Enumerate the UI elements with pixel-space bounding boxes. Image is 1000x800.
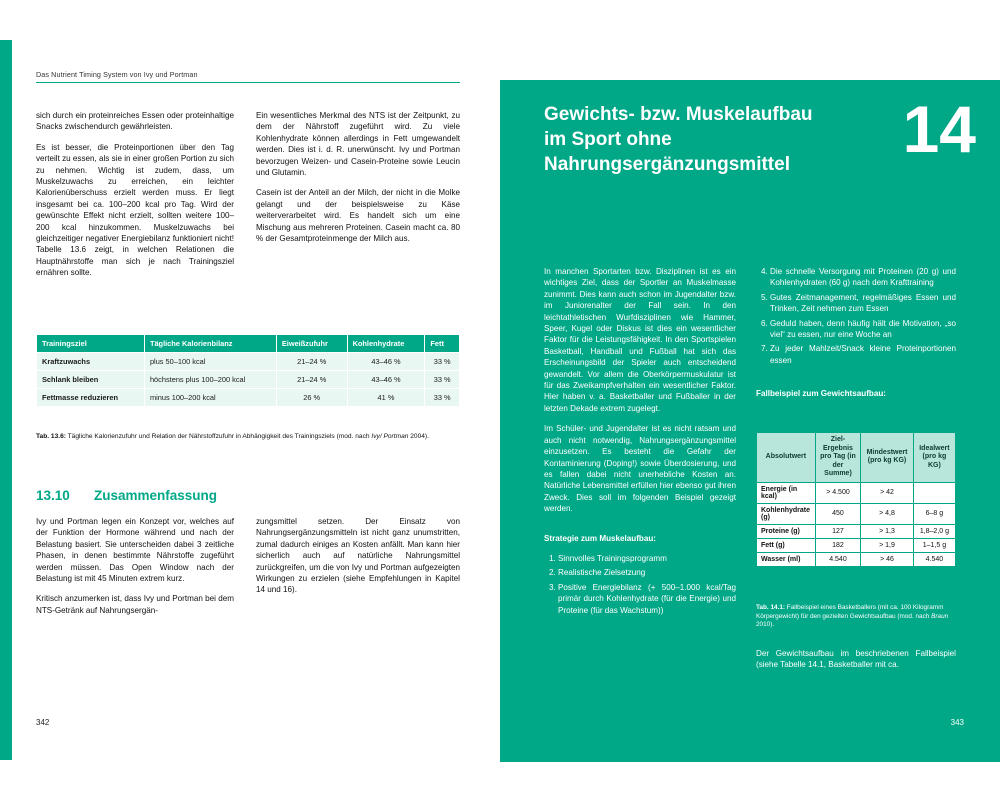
cell: 21–24 %: [276, 371, 347, 389]
cell: > 4.500: [815, 482, 860, 503]
cell: 182: [815, 538, 860, 552]
table-13-6: [36, 334, 460, 407]
table-row: [757, 538, 956, 552]
strategy-list-continued: [756, 266, 956, 366]
right-page: [500, 0, 1000, 800]
cell: > 4,8: [861, 503, 914, 524]
column-header: Absolutwert: [757, 433, 816, 483]
list-item: 4. Die schnelle Versorgung mit Proteinen (20 g) und Kohlenhydraten (60 g) nach dem Krafttraining: [770, 266, 956, 289]
caption-text: Fallbeispiel eines Basketballers (mit ca. 100 Kilogramm Körpergewicht) für den gezielten Gewichtsaufbau (mod. nach: [756, 604, 944, 620]
cell: > 1,9: [861, 538, 914, 552]
table-row: [757, 503, 956, 524]
left-page-accent-bar: [0, 40, 12, 760]
cell: 6–8 g: [913, 503, 955, 524]
column-header: Tägliche Kalorienbilanz: [144, 335, 276, 353]
table-row: [37, 371, 460, 389]
column-header: Kohlenhydrate: [347, 335, 425, 353]
cell: höchstens plus 100–200 kcal: [144, 371, 276, 389]
cell: 1–1,5 g: [913, 538, 955, 552]
caption-label: Tab. 13.6:: [36, 433, 66, 440]
paragraph: Casein ist der Anteil an der Milch, der nicht in die Molke gelangt und der beispielsweise zu Käse weiterverarbeitet wird. Es handelt sich um eine Mischung aus mehreren Proteinen. Casein macht ca. 80 % der Gesamtproteinmenge der Milch aus.: [256, 188, 460, 244]
table-14-1-caption: [756, 604, 956, 630]
right-column-b-closing: [756, 648, 956, 680]
page-number-right: 343: [950, 718, 964, 727]
left-column-c: [36, 516, 234, 625]
cell: Proteine (g): [757, 524, 816, 538]
paragraph: Der Gewichtsaufbau im beschriebenen Fallbeispiel (siehe Tabelle 14.1, Basketballer mit ca.: [756, 649, 956, 670]
paragraph: Ein wesentliches Merkmal des NTS ist der Zeitpunkt, zu dem der Nährstoff zugeführt wird. Zu viele Kohlenhydrate können allerdings in Fett umgewandelt werden. Dies ist i. d. R. unerwünscht. Ivy und Portman bevorzugen Weizen- und Casein-Proteine sowie Leucin und Glutamin.: [256, 111, 460, 178]
example-heading: Fallbeispiel zum Gewichtsaufbau:: [756, 389, 886, 399]
left-column-b: [256, 110, 460, 253]
cell: Schlank bleiben: [37, 371, 145, 389]
section-number: 13.10: [36, 488, 70, 503]
running-head-rule: [36, 82, 460, 83]
table-row: [37, 389, 460, 407]
cell: > 42: [861, 482, 914, 503]
cell: 33 %: [425, 389, 460, 407]
table-header-row: [757, 433, 956, 483]
cell: minus 100–200 kcal: [144, 389, 276, 407]
paragraph: Im Schüler- und Jugendalter ist es nicht ratsam und auch nicht notwendig, Nahrungsergänzungsmittel einzusetzen. Es besteht die Gefahr der Kontaminierung (Doping!) sowie Überdosierung, und es fallen dabei nicht unerhebliche Kosten an. Natürliche Lebensmittel erfüllen hier ebenso gut ihren Zweck. Dies soll im folgenden Beispiel gezeigt werden.: [544, 424, 736, 514]
paragraph: Kritisch anzumerken ist, dass Ivy und Portman bei dem NTS-Getränk auf Nahrungsergän-: [36, 594, 234, 615]
cell: Fett (g): [757, 538, 816, 552]
caption-label: Tab. 14.1:: [756, 604, 786, 611]
paragraph: Es ist besser, die Proteinportionen über den Tag verteilt zu essen, als sie in einer großen Portion zu sich zu nehmen. Wichtig ist zudem, dass, um Muskelzuwachs zu erreichen, ein leichter Kalorienüberschuss erzielt werden muss. Er liegt insgesamt bei ca. 100–200 kcal pro Tag. Wird der gewünschte Effekt nicht erzielt, sollten weitere 100–200 kcal hinzukommen. Muskelzuwachs bei gleichzeitiger negativer Energiebilanz funktioniert nicht! Tabelle 13.6 zeigt, in welchen Relationen die Hauptnährstoffe man sich je nach Trainingsziel ernähren sollte.: [36, 142, 234, 278]
cell: 26 %: [276, 389, 347, 407]
cell: 21–24 %: [276, 353, 347, 371]
cell: 4.540: [815, 552, 860, 566]
cell: 33 %: [425, 371, 460, 389]
running-head: Das Nutrient Timing System von Ivy und Portman: [36, 70, 198, 79]
table-row: [757, 524, 956, 538]
right-column-b: [756, 266, 956, 409]
cell: 450: [815, 503, 860, 524]
table-row: [757, 552, 956, 566]
cell: Energie (in kcal): [757, 482, 816, 503]
chapter-number: 14: [902, 92, 976, 166]
strategy-list: [544, 553, 736, 616]
section-title: Zusammenfassung: [94, 488, 218, 503]
list-item: 1. Sinnvolles Trainingsprogramm: [558, 553, 736, 564]
cell: plus 50–100 kcal: [144, 353, 276, 371]
cell: Kraftzuwachs: [37, 353, 145, 371]
list-item: 5. Gutes Zeitmanagement, regelmäßiges Essen und Trinken, Zeit nehmen zum Essen: [770, 292, 956, 315]
column-header: Ziel-Ergebnis pro Tag (in der Summe): [815, 433, 860, 483]
cell: > 46: [861, 552, 914, 566]
table-row: [757, 482, 956, 503]
column-header: Trainingsziel: [37, 335, 145, 353]
caption-tail: 2004).: [408, 433, 429, 440]
paragraph: Ivy und Portman legen ein Konzept vor, welches auf der Funktion der Hormone während und nach der Belastung basiert. Sie unterscheiden dabei 3 zeitliche Phasen, in denen bestimmte Nährstoffe zugeführt werden müssen. Das Open Window nach der Belastung ist mit 45 Minuten extrem kurz.: [36, 517, 234, 584]
table-14-1: [756, 432, 956, 567]
column-header: Idealwert (pro kg KG): [913, 433, 955, 483]
paragraph: sich durch ein proteinreiches Essen oder proteinhaltige Snacks zwischendurch gewährleisten.: [36, 111, 234, 132]
cell: Kohlenhydrate (g): [757, 503, 816, 524]
paragraph: In manchen Sportarten bzw. Disziplinen ist es ein wichtiges Ziel, dass der Sportler an Muskelmasse zunimmt. Dies kann auch schon im Jugendalter bzw. im Juniorenalter der Fall sein. In den leichtathletischen Wurfdisziplinen wie Hammer, Speer, Kugel oder Diskus ist dies ein wesentlicher Faktor für die Leistungsfähigkeit. In den Sportspielen Basketball, Handball und Fußball hat sich das Erscheinungsbild der Spieler auch entscheidend gewandelt. Vor allem die Oberkörpermuskulatur ist für das Zweikampfverhalten ein wesentlicher Faktor. Hier haben v. a. Basketballer und Fußballer in der letzten Dekade extrem zugelegt.: [544, 267, 736, 413]
cell: 43–46 %: [347, 371, 425, 389]
table-row: [37, 353, 460, 371]
list-item: 2. Realistische Zielsetzung: [558, 567, 736, 578]
cell: > 1,3: [861, 524, 914, 538]
cell: 4.540: [913, 552, 955, 566]
strategy-heading: Strategie zum Muskelaufbau:: [544, 533, 656, 543]
column-header: Eiweißzufuhr: [276, 335, 347, 353]
left-column-d: [256, 516, 460, 605]
chapter-title: Gewichts- bzw. Muskelaufbau im Sport ohne Nahrungsergänzungsmittel: [544, 104, 813, 175]
caption-tail: 2010).: [756, 621, 775, 629]
right-column-a: [544, 266, 736, 619]
cell: 33 %: [425, 353, 460, 371]
list-item: 3. Positive Energiebilanz (+ 500–1.000 kcal/Tag primär durch Kohlenhydrate (für die Energie) und Proteine (für das Wachstum)): [558, 582, 736, 616]
cell: 43–46 %: [347, 353, 425, 371]
cell: 1,8–2,0 g: [913, 524, 955, 538]
caption-italic: Braun: [931, 612, 949, 620]
cell: Wasser (ml): [757, 552, 816, 566]
paragraph: zungsmittel setzen. Der Einsatz von Nahrungsergänzungsmitteln ist nicht ganz unumstritten, zumal dadurch einiges an Kosten anfällt. Man kann hier sicherlich auch auf natürliche Nahrungsmittel zurückgreifen, um die von Ivy und Portman aufgezeigten Wirkungen zu erzielen (siehe Empfehlungen in Kapitel 14 und 16).: [256, 517, 460, 595]
table-header-row: [37, 335, 460, 353]
section-heading: [36, 488, 460, 503]
list-item: 6. Geduld haben, denn häufig hält die Motivation, „so viel“ zu essen, nur eine Woche an: [770, 318, 956, 341]
cell: 127: [815, 524, 860, 538]
list-item: 7. Zu jeder Mahlzeit/Snack kleine Proteinportionen essen: [770, 343, 956, 366]
column-header: Mindestwert (pro kg KG): [861, 433, 914, 483]
cell: 41 %: [347, 389, 425, 407]
page-number-left: 342: [36, 718, 50, 727]
left-column-a: [36, 110, 234, 288]
table-13-6-caption: [36, 432, 460, 441]
column-header: Fett: [425, 335, 460, 353]
cell: Fettmasse reduzieren: [37, 389, 145, 407]
cell: [913, 482, 955, 503]
caption-text: Tägliche Kalorienzufuhr und Relation der Nährstoffzufuhr in Abhängigkeit des Trainingsziels (mod. nach: [65, 433, 372, 440]
caption-italic: Ivy/ Portman: [371, 433, 409, 440]
